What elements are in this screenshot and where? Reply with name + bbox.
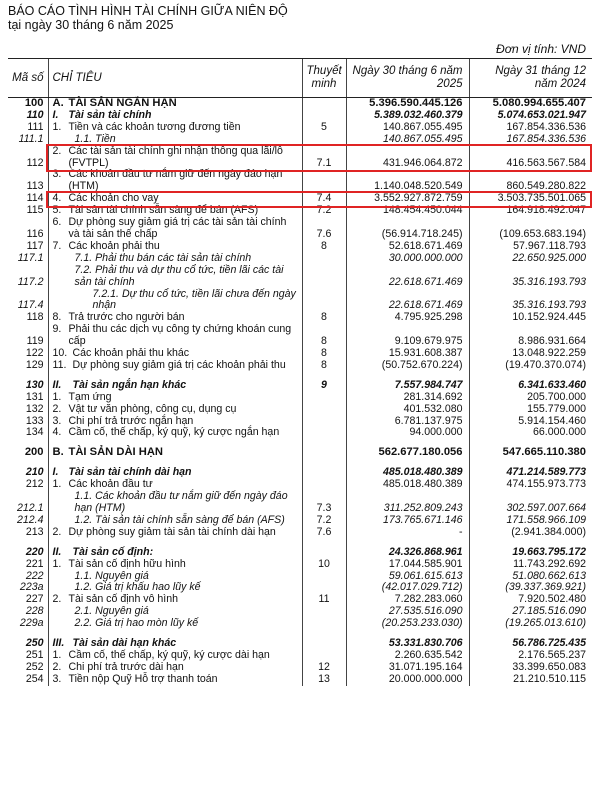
table-header bbox=[8, 59, 592, 98]
report-subtitle: tại ngày 30 tháng 6 năm 2025 bbox=[8, 18, 174, 32]
row-value-current: 1.140.048.520.549 bbox=[346, 169, 469, 193]
table-row bbox=[8, 253, 592, 265]
table-row bbox=[8, 169, 592, 193]
table-row bbox=[8, 447, 592, 459]
row-value-current: 17.044.585.901 bbox=[346, 559, 469, 571]
row-label: 7.2.1. Dự thu cổ tức, tiền lãi chưa đến ngày nhận bbox=[92, 287, 296, 312]
row-code: 117 bbox=[26, 239, 44, 252]
row-label: Cầm cố, thế chấp, ký quỹ, ký cược ngắn hạn bbox=[68, 426, 280, 439]
row-code: 252 bbox=[25, 660, 44, 673]
row-label: Tài sản cố định: bbox=[72, 545, 154, 558]
table-row bbox=[8, 559, 592, 571]
row-code: 222 bbox=[25, 569, 44, 582]
row-value-current: 6.781.137.975 bbox=[346, 416, 469, 428]
currency-unit: Đơn vị tính: VND bbox=[496, 42, 586, 56]
row-code: 119 bbox=[26, 335, 44, 348]
row-value-previous: 5.074.653.021.947 bbox=[469, 110, 592, 122]
row-note bbox=[302, 265, 346, 289]
row-label: Trả trước cho người bán bbox=[68, 311, 185, 324]
row-label: Tài sản ngắn hạn khác bbox=[72, 378, 187, 391]
table-row bbox=[8, 217, 592, 241]
row-number: 2. bbox=[52, 593, 62, 606]
table-row bbox=[8, 491, 592, 515]
row-value-previous: 416.563.567.584 bbox=[469, 146, 592, 170]
row-note bbox=[302, 467, 346, 479]
row-label: Các khoản phải thu bbox=[68, 239, 160, 252]
table-row bbox=[8, 122, 592, 134]
row-value-previous: 302.597.007.664 bbox=[469, 491, 592, 515]
row-value-previous: 35.316.193.793 bbox=[469, 265, 592, 289]
row-value-previous: 35.316.193.793 bbox=[469, 289, 592, 313]
row-value-current: 24.326.868.961 bbox=[346, 547, 469, 559]
table-row bbox=[8, 662, 592, 674]
table-row bbox=[8, 380, 592, 392]
row-value-current: 20.000.000.000 bbox=[346, 674, 469, 686]
row-code: 130 bbox=[25, 378, 44, 391]
row-value-previous: (19.470.370.074) bbox=[469, 360, 592, 372]
row-value-previous: 3.503.735.501.065 bbox=[469, 193, 592, 205]
row-note: 7.3 bbox=[302, 491, 346, 515]
row-code: 131 bbox=[25, 390, 44, 403]
report-title: BÁO CÁO TÌNH HÌNH TÀI CHÍNH GIỮA NIÊN ĐỘ bbox=[8, 4, 288, 18]
row-label: Dự phòng suy giảm giá trị các khoản phải thu bbox=[72, 358, 286, 371]
row-note: 7.4 bbox=[302, 193, 346, 205]
row-number: 10. bbox=[52, 347, 68, 360]
row-value-current: 31.071.195.164 bbox=[346, 662, 469, 674]
row-code: 134 bbox=[25, 426, 44, 439]
row-note bbox=[302, 404, 346, 416]
row-note bbox=[302, 134, 346, 146]
row-value-current: 4.795.925.298 bbox=[346, 312, 469, 324]
row-number: I. bbox=[52, 108, 59, 121]
row-item bbox=[48, 146, 302, 170]
row-label: 2.2. Giá trị hao mòn lũy kế bbox=[74, 617, 199, 630]
row-label: Tiền và các khoản tương đương tiền bbox=[68, 120, 241, 133]
row-number: 4. bbox=[52, 192, 62, 205]
row-item bbox=[48, 559, 302, 571]
row-value-previous: 8.986.931.664 bbox=[469, 324, 592, 348]
row-value-current: (42.017.029.712) bbox=[346, 582, 469, 594]
row-value-current: 7.557.984.747 bbox=[346, 380, 469, 392]
row-label: Chi phí trả trước dài hạn bbox=[68, 660, 184, 673]
row-number: 1. bbox=[52, 478, 62, 491]
row-value-previous: 7.920.502.480 bbox=[469, 594, 592, 606]
row-code: 250 bbox=[25, 637, 44, 650]
row-note bbox=[302, 571, 346, 583]
row-label: 7.1. Phải thu bán các tài sản tài chính bbox=[74, 251, 252, 264]
row-label: 1.1. Tiền bbox=[74, 132, 116, 145]
row-note bbox=[302, 289, 346, 313]
row-note: 5 bbox=[302, 122, 346, 134]
row-value-previous: 27.185.516.090 bbox=[469, 606, 592, 618]
row-value-previous: 56.786.725.435 bbox=[469, 638, 592, 650]
row-label: TÀI SẢN DÀI HẠN bbox=[68, 446, 163, 459]
row-value-current: 173.765.671.146 bbox=[346, 515, 469, 527]
row-number: 2. bbox=[52, 402, 62, 415]
row-value-current: 15.931.608.387 bbox=[346, 348, 469, 360]
row-value-current: 5.396.590.445.126 bbox=[346, 98, 469, 110]
row-value-previous: 155.779.000 bbox=[469, 404, 592, 416]
row-label: Dự phòng suy giảm giá trị các tài sản tài chính và tài sản thế chấp bbox=[68, 216, 287, 240]
row-code: 223a bbox=[19, 581, 44, 594]
row-value-previous: (39.337.369.921) bbox=[469, 582, 592, 594]
row-value-current: - bbox=[346, 527, 469, 539]
table-row bbox=[8, 527, 592, 539]
row-note: 12 bbox=[302, 662, 346, 674]
row-label: Các khoản đầu tư nắm giữ đến ngày đáo hạn (HTM) bbox=[68, 168, 283, 193]
row-code: 100 bbox=[24, 97, 44, 109]
row-note bbox=[302, 427, 346, 439]
row-value-previous: 33.399.650.083 bbox=[469, 662, 592, 674]
table-row bbox=[8, 146, 592, 170]
row-label: Vật tư văn phòng, công cụ, dụng cụ bbox=[68, 402, 237, 415]
row-value-previous: 171.558.966.109 bbox=[469, 515, 592, 527]
row-value-current: (56.914.718.245) bbox=[346, 217, 469, 241]
row-label: Tài sản tài chính bbox=[68, 108, 152, 121]
row-code: 116 bbox=[26, 227, 44, 240]
row-number: 3. bbox=[52, 672, 62, 685]
row-code: 213 bbox=[25, 525, 44, 538]
row-value-current: 53.331.830.706 bbox=[346, 638, 469, 650]
row-code: 112 bbox=[26, 156, 44, 169]
row-note: 7.6 bbox=[302, 527, 346, 539]
table-row bbox=[8, 618, 592, 630]
row-note bbox=[302, 169, 346, 193]
table-row bbox=[8, 360, 592, 372]
row-label: Tài sản tài chính dài hạn bbox=[68, 466, 192, 479]
row-value-current: 2.260.635.542 bbox=[346, 650, 469, 662]
table-row bbox=[8, 289, 592, 313]
row-item bbox=[48, 547, 302, 559]
table-row bbox=[8, 134, 592, 146]
row-code: 227 bbox=[25, 593, 44, 606]
row-code: 118 bbox=[26, 311, 44, 324]
row-value-previous: 167.854.336.536 bbox=[469, 122, 592, 134]
row-note bbox=[302, 98, 346, 110]
row-number: 3. bbox=[52, 414, 62, 427]
row-item bbox=[48, 134, 302, 146]
row-code: 111.1 bbox=[18, 132, 44, 145]
row-value-previous: 22.650.925.000 bbox=[469, 253, 592, 265]
row-number: 5. bbox=[52, 204, 62, 217]
row-number: A. bbox=[52, 97, 64, 109]
row-code: 254 bbox=[25, 672, 44, 685]
row-value-previous: 5.914.154.460 bbox=[469, 416, 592, 428]
row-label: 1.1. Các khoản đầu tư nắm giữ đến ngày đáo hạn (HTM) bbox=[74, 490, 288, 514]
row-value-previous: 547.665.110.380 bbox=[469, 447, 592, 459]
row-label: TÀI SẢN NGẮN HẠN bbox=[68, 97, 177, 109]
row-number: II. bbox=[52, 545, 62, 558]
row-value-previous: 205.700.000 bbox=[469, 392, 592, 404]
row-value-current: (20.253.233.030) bbox=[346, 618, 469, 630]
row-label: Tài sản cố định vô hình bbox=[68, 593, 179, 606]
row-note: 7.2 bbox=[302, 515, 346, 527]
row-value-current: 7.282.283.060 bbox=[346, 594, 469, 606]
row-value-previous: (2.941.384.000) bbox=[469, 527, 592, 539]
row-number: I. bbox=[52, 466, 59, 479]
row-item bbox=[48, 265, 302, 289]
table-row bbox=[8, 404, 592, 416]
row-value-previous: 2.176.565.237 bbox=[469, 650, 592, 662]
row-number: 11. bbox=[52, 358, 67, 371]
row-note bbox=[302, 547, 346, 559]
row-value-previous: 860.549.280.822 bbox=[469, 169, 592, 193]
table-body bbox=[8, 98, 592, 686]
row-label: Tài sản cố định hữu hình bbox=[68, 557, 186, 570]
table-row bbox=[8, 265, 592, 289]
row-note bbox=[302, 253, 346, 265]
row-value-previous: 13.048.922.259 bbox=[469, 348, 592, 360]
row-number: 1. bbox=[52, 390, 62, 403]
row-value-current: 22.618.671.469 bbox=[346, 265, 469, 289]
table-row bbox=[8, 392, 592, 404]
row-value-current: 22.618.671.469 bbox=[346, 289, 469, 313]
row-code: 113 bbox=[26, 180, 44, 193]
row-number: III. bbox=[52, 637, 65, 650]
row-number: B. bbox=[52, 446, 64, 459]
row-note bbox=[302, 638, 346, 650]
row-label: 2.1. Nguyên giá bbox=[74, 605, 149, 618]
row-value-previous: 19.663.795.172 bbox=[469, 547, 592, 559]
row-value-previous: 474.155.973.773 bbox=[469, 479, 592, 491]
row-number: 1. bbox=[52, 120, 62, 133]
row-number: 2. bbox=[52, 144, 62, 157]
table-row bbox=[8, 241, 592, 253]
row-code: 221 bbox=[25, 557, 44, 570]
row-label: Tài sản tài chính sẵn sàng để bán (AFS) bbox=[68, 204, 259, 217]
table-row bbox=[8, 547, 592, 559]
row-value-previous: 21.210.510.115 bbox=[469, 674, 592, 686]
row-item bbox=[48, 392, 302, 404]
row-value-current: 485.018.480.389 bbox=[346, 467, 469, 479]
header-note: Thuyết minh bbox=[302, 59, 346, 98]
table-row bbox=[8, 674, 592, 686]
row-code: 212.1 bbox=[16, 502, 44, 514]
row-value-current: (50.752.670.224) bbox=[346, 360, 469, 372]
row-label: 1.2. Tài sản tài chính sẵn sàng để bán (AFS) bbox=[74, 513, 285, 526]
row-number: 1. bbox=[52, 648, 62, 661]
row-note: 8 bbox=[302, 348, 346, 360]
row-number: 2. bbox=[52, 525, 62, 538]
row-value-previous: 164.918.492.047 bbox=[469, 205, 592, 217]
header-current: Ngày 30 tháng 6 năm 2025 bbox=[346, 59, 469, 98]
row-value-current: 140.867.055.495 bbox=[346, 134, 469, 146]
row-note bbox=[302, 416, 346, 428]
row-item bbox=[48, 491, 302, 515]
row-code: 110 bbox=[26, 108, 44, 121]
row-value-current: 281.314.692 bbox=[346, 392, 469, 404]
row-value-current: 52.618.671.469 bbox=[346, 241, 469, 253]
row-number: 3. bbox=[52, 168, 62, 181]
row-value-previous: (109.653.683.194) bbox=[469, 217, 592, 241]
row-value-current: 148.454.450.044 bbox=[346, 205, 469, 217]
balance-sheet-table bbox=[8, 58, 592, 686]
row-item bbox=[48, 217, 302, 241]
row-value-current: 27.535.516.090 bbox=[346, 606, 469, 618]
row-value-previous: 57.967.118.793 bbox=[469, 241, 592, 253]
row-value-previous: 51.080.662.613 bbox=[469, 571, 592, 583]
row-value-current: 401.532.080 bbox=[346, 404, 469, 416]
row-note: 8 bbox=[302, 360, 346, 372]
row-note: 7.6 bbox=[302, 217, 346, 241]
row-note: 7.1 bbox=[302, 146, 346, 170]
row-value-current: 431.946.064.872 bbox=[346, 146, 469, 170]
row-code: 210 bbox=[25, 466, 44, 479]
row-label: Các khoản cho vay bbox=[68, 192, 159, 205]
row-label: Tài sản dài hạn khác bbox=[72, 637, 177, 650]
row-value-previous: 66.000.000 bbox=[469, 427, 592, 439]
row-code: 229a bbox=[19, 617, 44, 630]
row-code: 212 bbox=[25, 478, 44, 491]
row-note bbox=[302, 618, 346, 630]
row-code: 251 bbox=[25, 648, 44, 661]
row-value-previous: 167.854.336.536 bbox=[469, 134, 592, 146]
row-label: Các khoản đầu tư bbox=[68, 478, 153, 491]
row-code: 212.4 bbox=[16, 513, 44, 526]
row-item bbox=[48, 618, 302, 630]
row-value-current: 3.552.927.872.759 bbox=[346, 193, 469, 205]
row-value-current: 140.867.055.495 bbox=[346, 122, 469, 134]
row-number: 6. bbox=[52, 216, 62, 229]
row-code: 132 bbox=[25, 402, 44, 415]
row-number: 8. bbox=[52, 311, 62, 324]
table-row bbox=[8, 427, 592, 439]
row-code: 129 bbox=[25, 358, 44, 371]
row-item bbox=[48, 380, 302, 392]
row-code: 122 bbox=[25, 347, 44, 360]
row-number: 2. bbox=[52, 660, 62, 673]
row-value-current: 94.000.000 bbox=[346, 427, 469, 439]
row-label: Các khoản phải thu khác bbox=[72, 347, 190, 360]
row-number: 9. bbox=[52, 323, 62, 336]
row-item bbox=[48, 404, 302, 416]
row-value-current: 59.061.615.613 bbox=[346, 571, 469, 583]
header-code: Mã số bbox=[8, 59, 48, 98]
row-label: Tiền nộp Quỹ Hỗ trợ thanh toán bbox=[68, 672, 218, 685]
row-item bbox=[48, 427, 302, 439]
row-note: 13 bbox=[302, 674, 346, 686]
row-number: 7. bbox=[52, 239, 62, 252]
row-note bbox=[302, 606, 346, 618]
row-number: 1. bbox=[52, 557, 62, 570]
row-item bbox=[48, 447, 302, 459]
row-value-previous: 5.080.994.655.407 bbox=[469, 98, 592, 110]
row-label: Các tài sản tài chính ghi nhận thông qua lãi/lỗ (FVTPL) bbox=[68, 144, 283, 169]
header-previous: Ngày 31 tháng 12 năm 2024 bbox=[469, 59, 592, 98]
row-label: Phải thu các dịch vụ công ty chứng khoán cung cấp bbox=[68, 323, 292, 348]
row-label: Dự phòng suy giảm tài sản tài chính dài hạn bbox=[68, 525, 276, 538]
row-label: 1.1. Nguyên giá bbox=[74, 569, 149, 582]
row-note: 7.2 bbox=[302, 205, 346, 217]
row-note: 10 bbox=[302, 559, 346, 571]
row-item bbox=[48, 241, 302, 253]
row-value-current: 562.677.180.056 bbox=[346, 447, 469, 459]
row-value-previous: 10.152.924.445 bbox=[469, 312, 592, 324]
row-label: Cầm cố, thế chấp, ký quỹ, ký cược dài hạn bbox=[68, 648, 270, 661]
row-item bbox=[48, 674, 302, 686]
row-label: 1.2. Giá trị khấu hao lũy kế bbox=[74, 581, 201, 594]
row-label: Chi phí trả trước ngắn hạn bbox=[68, 414, 194, 427]
row-label: 7.2. Phải thu và dự thu cổ tức, tiền lãi các tài sản tài chính bbox=[74, 263, 284, 288]
row-value-previous: 471.214.589.773 bbox=[469, 467, 592, 479]
row-value-previous: 11.743.292.692 bbox=[469, 559, 592, 571]
row-value-current: 311.252.809.243 bbox=[346, 491, 469, 515]
row-item bbox=[48, 527, 302, 539]
row-code: 220 bbox=[25, 545, 44, 558]
row-code: 133 bbox=[25, 414, 44, 427]
row-note bbox=[302, 447, 346, 459]
row-code: 228 bbox=[25, 605, 44, 618]
row-note: 9 bbox=[302, 380, 346, 392]
row-number: 4. bbox=[52, 426, 62, 439]
row-number: II. bbox=[52, 378, 62, 391]
row-code: 117.1 bbox=[17, 251, 44, 264]
row-value-current: 485.018.480.389 bbox=[346, 479, 469, 491]
row-label: Tạm ứng bbox=[68, 390, 112, 403]
row-note: 8 bbox=[302, 324, 346, 348]
row-value-current: 30.000.000.000 bbox=[346, 253, 469, 265]
row-value-previous: 6.341.633.460 bbox=[469, 380, 592, 392]
row-code: 111 bbox=[27, 120, 44, 133]
row-value-current: 9.109.679.975 bbox=[346, 324, 469, 348]
row-note: 8 bbox=[302, 312, 346, 324]
row-code: 200 bbox=[24, 446, 44, 459]
row-item bbox=[48, 360, 302, 372]
row-item bbox=[48, 324, 302, 348]
row-note bbox=[302, 479, 346, 491]
row-code: 114 bbox=[26, 192, 44, 205]
row-value-current: 5.389.032.460.379 bbox=[346, 110, 469, 122]
row-item bbox=[48, 122, 302, 134]
row-note: 11 bbox=[302, 594, 346, 606]
row-code: 117.2 bbox=[17, 275, 44, 288]
row-code: 117.4 bbox=[17, 299, 44, 312]
row-code: 115 bbox=[26, 204, 44, 217]
row-note bbox=[302, 392, 346, 404]
row-item bbox=[48, 169, 302, 193]
table-row bbox=[8, 324, 592, 348]
row-value-previous: (19.265.013.610) bbox=[469, 618, 592, 630]
row-item bbox=[48, 662, 302, 674]
row-item bbox=[48, 253, 302, 265]
row-item bbox=[48, 289, 302, 313]
header-item: CHỈ TIÊU bbox=[48, 59, 302, 98]
row-note: 8 bbox=[302, 241, 346, 253]
